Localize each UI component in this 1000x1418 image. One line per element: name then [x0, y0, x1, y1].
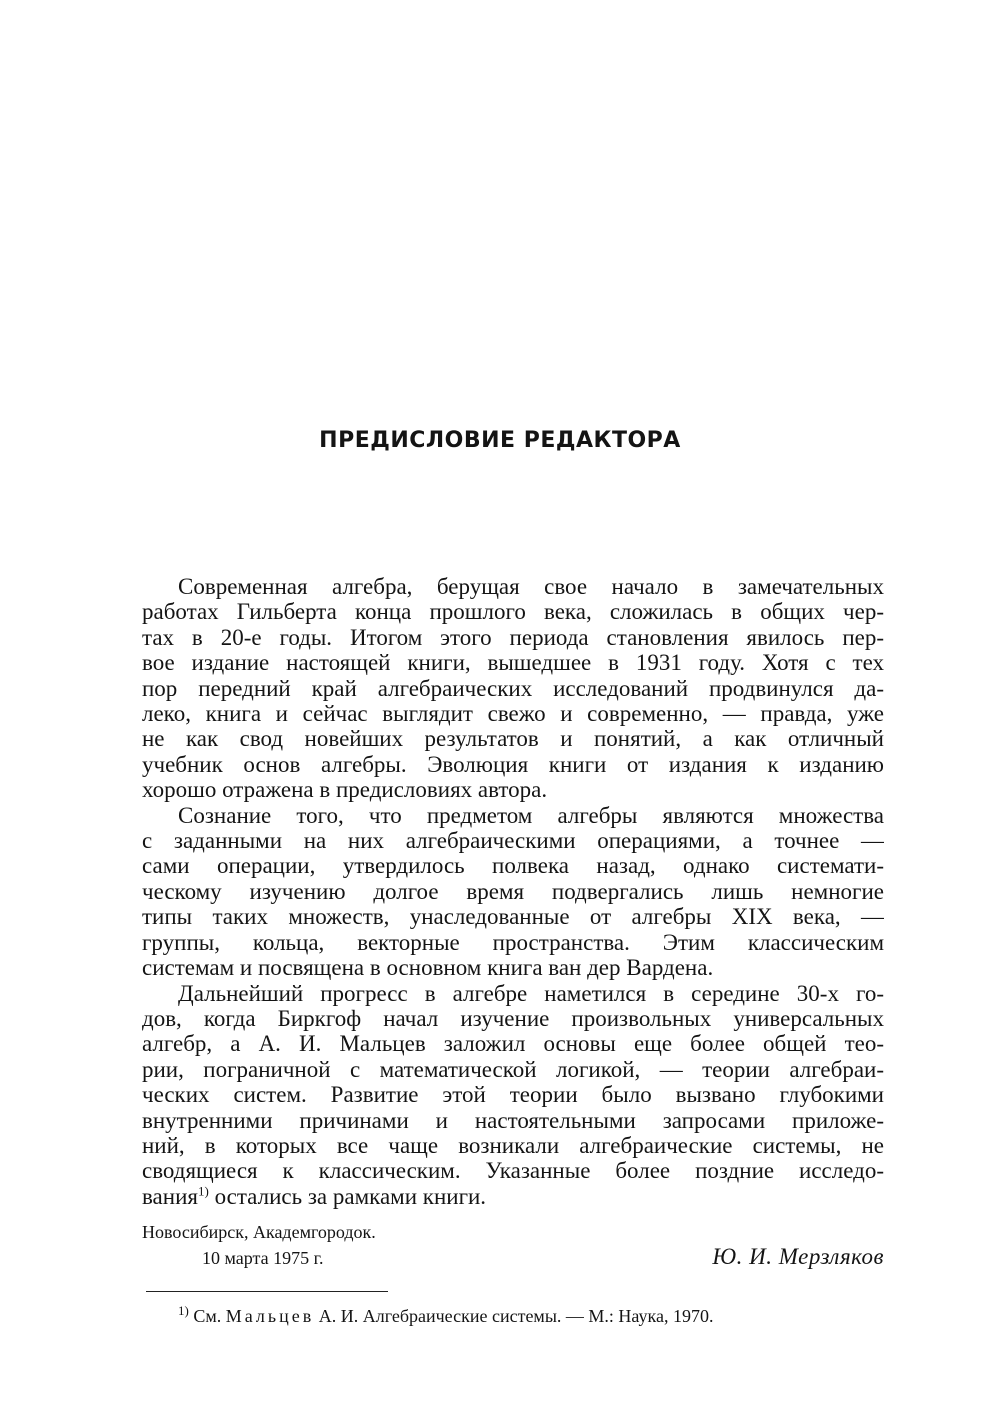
text-line: ний, в которых все чаще возникали алгебраические системы, не [142, 1132, 884, 1158]
signature-block [142, 1222, 884, 1282]
text-fragment: вания [142, 1183, 198, 1209]
text-line: дов, когда Биркгоф начал изучение произвольных универсальных [142, 1005, 884, 1031]
text-line: Современная алгебра, берущая свое начало в замечательных [178, 574, 884, 599]
text-fragment: остались за рамками книги. [208, 1183, 487, 1209]
footnote-reference[interactable]: 1) [197, 1183, 209, 1199]
text-line: ческому изучению долгое время подвергались лишь немногие [142, 878, 884, 904]
text-line: сами операции, утвердилось полвека назад, однако системати- [142, 853, 884, 879]
text-line: с заданными на них алгебраическими операциями, а точнее — [142, 828, 884, 854]
text-line: тах в 20-е годы. Итогом этого периода становления явилось пер- [142, 624, 884, 650]
text-line: работах Гильберта конца прошлого века, сложилась в общих чер- [142, 599, 884, 625]
footnote [178, 1303, 714, 1327]
text-line: ческих систем. Развитие этой теории было вызвано глубокими [142, 1082, 884, 1108]
text-line: Сознание того, что предметом алгебры являются множества [178, 802, 884, 828]
text-line-last [142, 1184, 884, 1209]
text-line: Дальнейший прогресс в алгебре наметился в середине 30-х го- [178, 980, 884, 1006]
text-line: учебник основ алгебры. Эволюция книги от издания к изданию [142, 751, 884, 777]
paragraph-2 [142, 803, 884, 981]
text-line: рии, пограничной с математической логикой, — теории алгебраи- [142, 1056, 884, 1082]
signature-date: 10 марта 1975 г. [202, 1248, 324, 1268]
text-line: леко, книга и сейчас выглядит свежо и современно, — правда, уже [142, 701, 884, 727]
text-line: сводящиеся к классическим. Указанные более поздние исследо- [142, 1158, 884, 1184]
footnote-mark: 1) [178, 1303, 189, 1318]
text-line: группы, кольца, векторные пространства. Этим классическим [142, 929, 884, 955]
preface-body [142, 574, 884, 1209]
text-line: хорошо отражена в предисловиях автора. [142, 777, 548, 803]
footnote-divider [146, 1291, 388, 1292]
page-title: ПРЕДИСЛОВИЕ РЕДАКТОРА [319, 428, 681, 453]
footnote-author: Мальцев [225, 1306, 315, 1326]
text-line: пор передний край алгебраических исследований продвинулся да- [142, 675, 884, 701]
footnote-prefix: См. [188, 1306, 226, 1326]
text-line: типы таких множеств, унаследованные от алгебры XIX века, — [142, 904, 884, 930]
text-line: алгебр, а А. И. Мальцев заложил основы еще более общей тео- [142, 1031, 884, 1057]
text-line: вое издание настоящей книги, вышедшее в 1931 году. Хотя с тех [142, 650, 884, 676]
footnote-text: А. И. Алгебраические системы. — М.: Наука, 1970. [314, 1306, 714, 1326]
text-line: не как свод новейших результатов и понятий, а как отличный [142, 726, 884, 752]
paragraph-3 [142, 981, 884, 1210]
text-line: системам и посвящена в основном книга ван дер Вардена. [142, 955, 714, 981]
paragraph-1 [142, 574, 884, 803]
signature-place: Новосибирск, Академгородок. [142, 1222, 376, 1242]
signature-author: Ю. И. Мерзляков [712, 1244, 884, 1269]
text-line: внутренними причинами и настоятельными запросами приложе- [142, 1107, 884, 1133]
